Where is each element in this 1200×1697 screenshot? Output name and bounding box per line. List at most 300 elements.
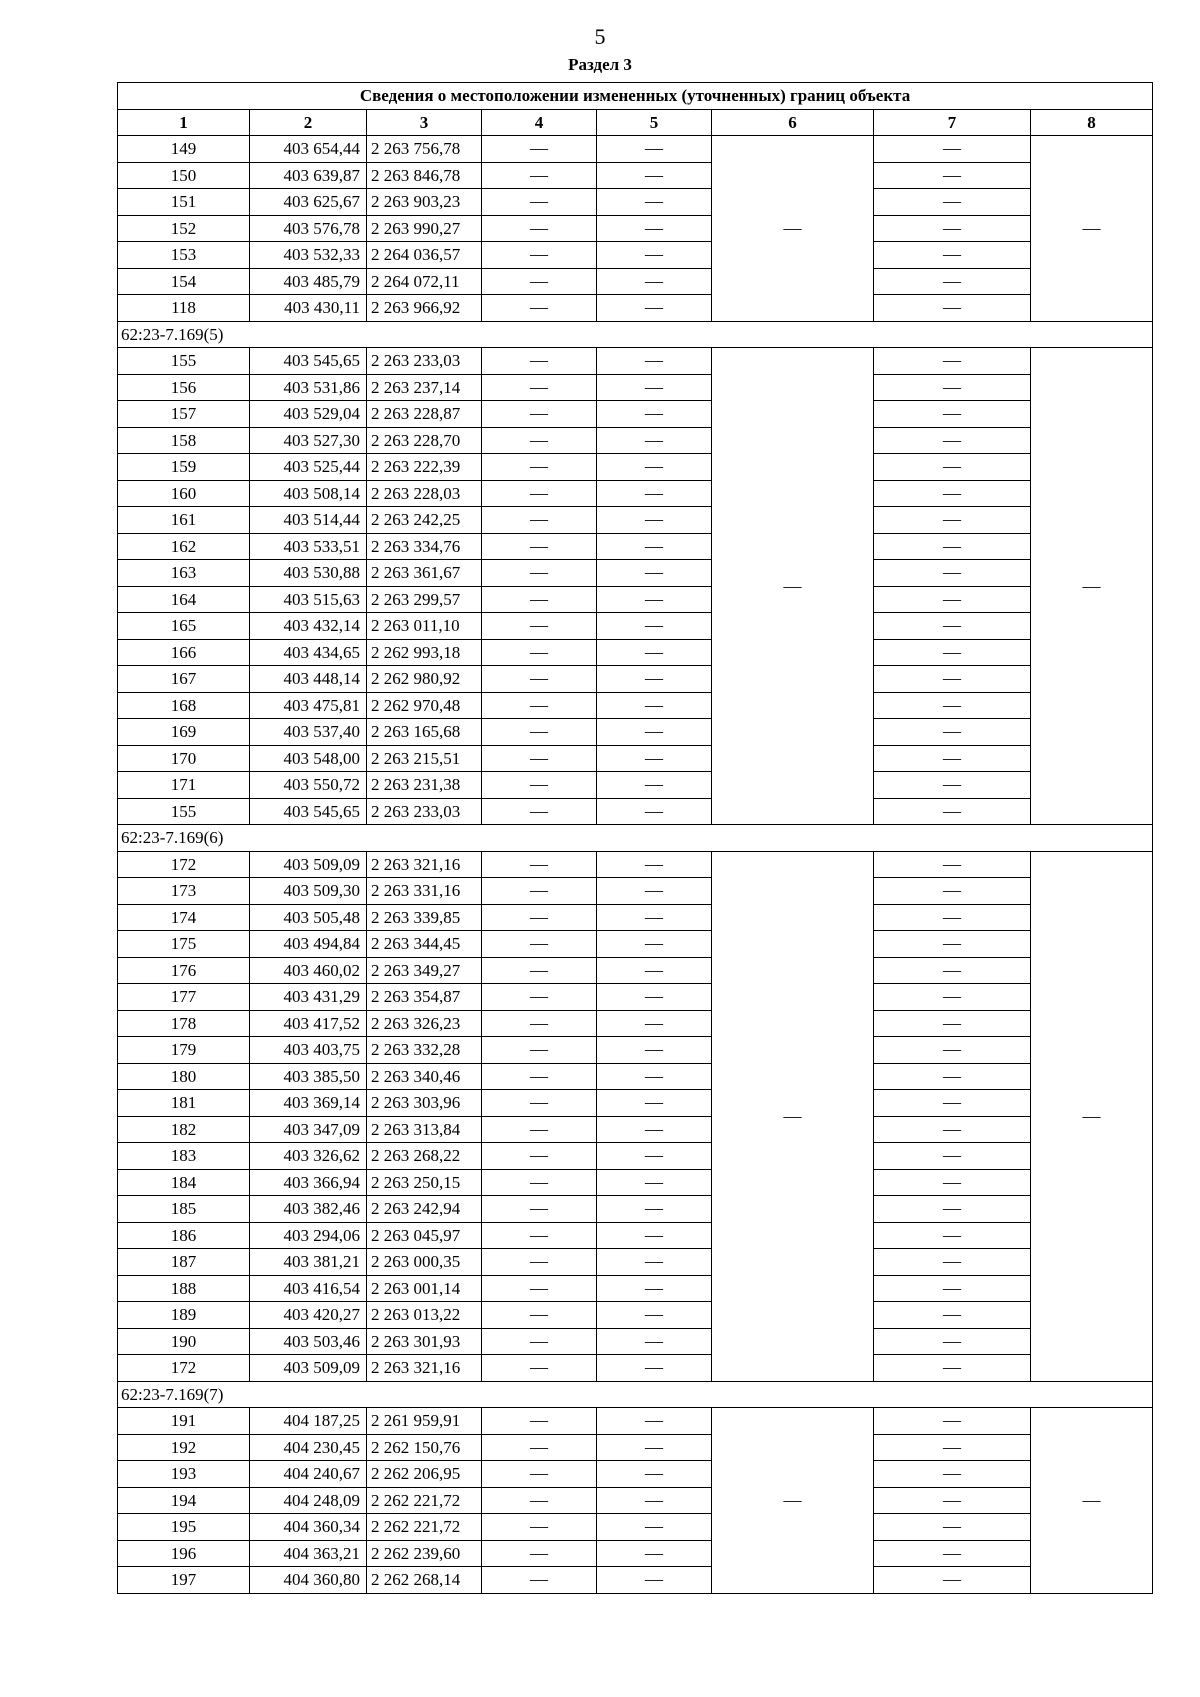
- y-coordinate-cell: 2 263 344,45: [367, 931, 482, 958]
- col5-dash-cell: —: [597, 666, 712, 693]
- table-row: [118, 798, 1153, 825]
- col4-dash-cell: —: [482, 454, 597, 481]
- x-coordinate-cell: 404 360,80: [250, 1567, 367, 1594]
- col7-dash-cell: —: [874, 533, 1031, 560]
- col7-dash-cell: —: [874, 1275, 1031, 1302]
- col7-dash-cell: —: [874, 1487, 1031, 1514]
- x-coordinate-cell: 403 403,75: [250, 1037, 367, 1064]
- table-row: [118, 1408, 1153, 1435]
- col4-dash-cell: —: [482, 1514, 597, 1541]
- table-row: [118, 1275, 1153, 1302]
- column-header-4: 4: [482, 109, 597, 136]
- column-header-8: 8: [1031, 109, 1153, 136]
- point-number-cell: 182: [118, 1116, 250, 1143]
- col5-dash-cell: —: [597, 1010, 712, 1037]
- col4-dash-cell: —: [482, 427, 597, 454]
- x-coordinate-cell: 403 537,40: [250, 719, 367, 746]
- col4-dash-cell: —: [482, 560, 597, 587]
- col5-dash-cell: —: [597, 1567, 712, 1594]
- col4-dash-cell: —: [482, 692, 597, 719]
- column-header-1: 1: [118, 109, 250, 136]
- y-coordinate-cell: 2 263 000,35: [367, 1249, 482, 1276]
- table-row: [118, 1196, 1153, 1223]
- point-number-cell: 183: [118, 1143, 250, 1170]
- col7-dash-cell: —: [874, 692, 1031, 719]
- point-number-cell: 159: [118, 454, 250, 481]
- table-row: [118, 904, 1153, 931]
- col4-dash-cell: —: [482, 984, 597, 1011]
- col5-dash-cell: —: [597, 268, 712, 295]
- col5-dash-cell: —: [597, 533, 712, 560]
- x-coordinate-cell: 404 187,25: [250, 1408, 367, 1435]
- col4-dash-cell: —: [482, 1461, 597, 1488]
- y-coordinate-cell: 2 263 334,76: [367, 533, 482, 560]
- y-coordinate-cell: 2 263 340,46: [367, 1063, 482, 1090]
- point-number-cell: 190: [118, 1328, 250, 1355]
- col4-dash-cell: —: [482, 957, 597, 984]
- x-coordinate-cell: 403 385,50: [250, 1063, 367, 1090]
- point-number-cell: 194: [118, 1487, 250, 1514]
- point-number-cell: 184: [118, 1169, 250, 1196]
- col5-dash-cell: —: [597, 1355, 712, 1382]
- col7-dash-cell: —: [874, 242, 1031, 269]
- col7-dash-cell: —: [874, 984, 1031, 1011]
- col4-dash-cell: —: [482, 480, 597, 507]
- table-row: [118, 295, 1153, 322]
- y-coordinate-cell: 2 263 331,16: [367, 878, 482, 905]
- col4-dash-cell: —: [482, 586, 597, 613]
- y-coordinate-cell: 2 263 846,78: [367, 162, 482, 189]
- x-coordinate-cell: 403 545,65: [250, 348, 367, 375]
- col5-dash-cell: —: [597, 348, 712, 375]
- col4-dash-cell: —: [482, 878, 597, 905]
- table-row: [118, 242, 1153, 269]
- point-number-cell: 149: [118, 136, 250, 163]
- col7-dash-cell: —: [874, 1090, 1031, 1117]
- y-coordinate-cell: 2 262 206,95: [367, 1461, 482, 1488]
- col7-dash-cell: —: [874, 427, 1031, 454]
- col4-dash-cell: —: [482, 1196, 597, 1223]
- x-coordinate-cell: 403 416,54: [250, 1275, 367, 1302]
- col5-dash-cell: —: [597, 692, 712, 719]
- point-number-cell: 157: [118, 401, 250, 428]
- y-coordinate-cell: 2 263 215,51: [367, 745, 482, 772]
- col8-dash-cell: —: [1031, 136, 1153, 322]
- col4-dash-cell: —: [482, 745, 597, 772]
- col4-dash-cell: —: [482, 904, 597, 931]
- table-row: [118, 215, 1153, 242]
- col7-dash-cell: —: [874, 454, 1031, 481]
- col7-dash-cell: —: [874, 613, 1031, 640]
- x-coordinate-cell: 403 527,30: [250, 427, 367, 454]
- col7-dash-cell: —: [874, 1169, 1031, 1196]
- col5-dash-cell: —: [597, 1090, 712, 1117]
- col7-dash-cell: —: [874, 586, 1031, 613]
- col7-dash-cell: —: [874, 1196, 1031, 1223]
- col7-dash-cell: —: [874, 1567, 1031, 1594]
- point-number-cell: 193: [118, 1461, 250, 1488]
- point-number-cell: 169: [118, 719, 250, 746]
- y-coordinate-cell: 2 263 228,03: [367, 480, 482, 507]
- x-coordinate-cell: 403 508,14: [250, 480, 367, 507]
- group-header-row: [118, 1381, 1153, 1408]
- column-header-6: 6: [712, 109, 874, 136]
- y-coordinate-cell: 2 264 036,57: [367, 242, 482, 269]
- col4-dash-cell: —: [482, 772, 597, 799]
- col6-dash-cell: —: [712, 348, 874, 825]
- table-row: [118, 1222, 1153, 1249]
- page-number: 5: [594, 24, 606, 49]
- table-row: [118, 957, 1153, 984]
- col4-dash-cell: —: [482, 1010, 597, 1037]
- y-coordinate-cell: 2 263 222,39: [367, 454, 482, 481]
- point-number-cell: 177: [118, 984, 250, 1011]
- col7-dash-cell: —: [874, 1434, 1031, 1461]
- x-coordinate-cell: 403 550,72: [250, 772, 367, 799]
- col4-dash-cell: —: [482, 242, 597, 269]
- point-number-cell: 192: [118, 1434, 250, 1461]
- col6-dash-cell: —: [712, 136, 874, 322]
- table-row: [118, 268, 1153, 295]
- y-coordinate-cell: 2 263 233,03: [367, 348, 482, 375]
- col4-dash-cell: —: [482, 798, 597, 825]
- point-number-cell: 181: [118, 1090, 250, 1117]
- col5-dash-cell: —: [597, 480, 712, 507]
- col5-dash-cell: —: [597, 931, 712, 958]
- col7-dash-cell: —: [874, 1355, 1031, 1382]
- x-coordinate-cell: 403 382,46: [250, 1196, 367, 1223]
- y-coordinate-cell: 2 261 959,91: [367, 1408, 482, 1435]
- y-coordinate-cell: 2 262 980,92: [367, 666, 482, 693]
- point-number-cell: 185: [118, 1196, 250, 1223]
- col7-dash-cell: —: [874, 878, 1031, 905]
- col5-dash-cell: —: [597, 1275, 712, 1302]
- x-coordinate-cell: 404 248,09: [250, 1487, 367, 1514]
- col5-dash-cell: —: [597, 1408, 712, 1435]
- y-coordinate-cell: 2 263 321,16: [367, 851, 482, 878]
- col4-dash-cell: —: [482, 1116, 597, 1143]
- y-coordinate-cell: 2 263 299,57: [367, 586, 482, 613]
- x-coordinate-cell: 403 432,14: [250, 613, 367, 640]
- point-number-cell: 180: [118, 1063, 250, 1090]
- table-row: [118, 507, 1153, 534]
- y-coordinate-cell: 2 262 239,60: [367, 1540, 482, 1567]
- point-number-cell: 179: [118, 1037, 250, 1064]
- x-coordinate-cell: 403 654,44: [250, 136, 367, 163]
- column-header-7: 7: [874, 109, 1031, 136]
- col4-dash-cell: —: [482, 1143, 597, 1170]
- table-row: [118, 851, 1153, 878]
- table-row: [118, 586, 1153, 613]
- point-number-cell: 166: [118, 639, 250, 666]
- x-coordinate-cell: 403 326,62: [250, 1143, 367, 1170]
- col5-dash-cell: —: [597, 189, 712, 216]
- y-coordinate-cell: 2 263 313,84: [367, 1116, 482, 1143]
- point-number-cell: 152: [118, 215, 250, 242]
- point-number-cell: 188: [118, 1275, 250, 1302]
- table-row: [118, 1355, 1153, 1382]
- col7-dash-cell: —: [874, 374, 1031, 401]
- x-coordinate-cell: 403 494,84: [250, 931, 367, 958]
- y-coordinate-cell: 2 263 001,14: [367, 1275, 482, 1302]
- table-row: [118, 189, 1153, 216]
- point-number-cell: 158: [118, 427, 250, 454]
- col7-dash-cell: —: [874, 295, 1031, 322]
- point-number-cell: 168: [118, 692, 250, 719]
- table-row: [118, 1249, 1153, 1276]
- col4-dash-cell: —: [482, 666, 597, 693]
- x-coordinate-cell: 403 485,79: [250, 268, 367, 295]
- col4-dash-cell: —: [482, 1063, 597, 1090]
- col7-dash-cell: —: [874, 745, 1031, 772]
- table-row: [118, 1540, 1153, 1567]
- col5-dash-cell: —: [597, 1037, 712, 1064]
- point-number-cell: 189: [118, 1302, 250, 1329]
- group-header-row: [118, 321, 1153, 348]
- col5-dash-cell: —: [597, 745, 712, 772]
- y-coordinate-cell: 2 263 349,27: [367, 957, 482, 984]
- col8-dash-cell: —: [1031, 1408, 1153, 1594]
- col7-dash-cell: —: [874, 798, 1031, 825]
- col7-dash-cell: —: [874, 1010, 1031, 1037]
- point-number-cell: 155: [118, 348, 250, 375]
- col7-dash-cell: —: [874, 772, 1031, 799]
- y-coordinate-cell: 2 263 228,87: [367, 401, 482, 428]
- point-number-cell: 176: [118, 957, 250, 984]
- col5-dash-cell: —: [597, 1461, 712, 1488]
- point-number-cell: 172: [118, 1355, 250, 1382]
- col7-dash-cell: —: [874, 957, 1031, 984]
- col4-dash-cell: —: [482, 215, 597, 242]
- x-coordinate-cell: 403 509,30: [250, 878, 367, 905]
- table-row: [118, 931, 1153, 958]
- col4-dash-cell: —: [482, 295, 597, 322]
- table-row: [118, 533, 1153, 560]
- x-coordinate-cell: 403 366,94: [250, 1169, 367, 1196]
- table-row: [118, 1434, 1153, 1461]
- x-coordinate-cell: 403 533,51: [250, 533, 367, 560]
- point-number-cell: 154: [118, 268, 250, 295]
- y-coordinate-cell: 2 262 993,18: [367, 639, 482, 666]
- col5-dash-cell: —: [597, 878, 712, 905]
- x-coordinate-cell: 404 363,21: [250, 1540, 367, 1567]
- table-row: [118, 719, 1153, 746]
- col4-dash-cell: —: [482, 1434, 597, 1461]
- table-row: [118, 745, 1153, 772]
- table-row: [118, 984, 1153, 1011]
- y-coordinate-cell: 2 262 221,72: [367, 1487, 482, 1514]
- col5-dash-cell: —: [597, 295, 712, 322]
- col5-dash-cell: —: [597, 454, 712, 481]
- table-row: [118, 1143, 1153, 1170]
- col7-dash-cell: —: [874, 1116, 1031, 1143]
- table-row: [118, 374, 1153, 401]
- col7-dash-cell: —: [874, 507, 1031, 534]
- x-coordinate-cell: 403 448,14: [250, 666, 367, 693]
- col5-dash-cell: —: [597, 215, 712, 242]
- col7-dash-cell: —: [874, 931, 1031, 958]
- col7-dash-cell: —: [874, 666, 1031, 693]
- point-number-cell: 156: [118, 374, 250, 401]
- point-number-cell: 155: [118, 798, 250, 825]
- x-coordinate-cell: 403 530,88: [250, 560, 367, 587]
- col5-dash-cell: —: [597, 1143, 712, 1170]
- table-row: [118, 427, 1153, 454]
- group-label: 62:23-7.169(7): [118, 1381, 1153, 1408]
- y-coordinate-cell: 2 263 045,97: [367, 1222, 482, 1249]
- x-coordinate-cell: 403 514,44: [250, 507, 367, 534]
- col4-dash-cell: —: [482, 1487, 597, 1514]
- table-row: [118, 162, 1153, 189]
- y-coordinate-cell: 2 262 221,72: [367, 1514, 482, 1541]
- col5-dash-cell: —: [597, 639, 712, 666]
- col7-dash-cell: —: [874, 1302, 1031, 1329]
- x-coordinate-cell: 403 548,00: [250, 745, 367, 772]
- table-row: [118, 1169, 1153, 1196]
- table-row: [118, 639, 1153, 666]
- group-label: 62:23-7.169(5): [118, 321, 1153, 348]
- col4-dash-cell: —: [482, 401, 597, 428]
- table-row: [118, 692, 1153, 719]
- col7-dash-cell: —: [874, 560, 1031, 587]
- point-number-cell: 171: [118, 772, 250, 799]
- point-number-cell: 164: [118, 586, 250, 613]
- column-header-2: 2: [250, 109, 367, 136]
- x-coordinate-cell: 403 515,63: [250, 586, 367, 613]
- y-coordinate-cell: 2 263 268,22: [367, 1143, 482, 1170]
- col5-dash-cell: —: [597, 401, 712, 428]
- table-row: [118, 1302, 1153, 1329]
- x-coordinate-cell: 403 576,78: [250, 215, 367, 242]
- y-coordinate-cell: 2 263 013,22: [367, 1302, 482, 1329]
- col7-dash-cell: —: [874, 480, 1031, 507]
- col7-dash-cell: —: [874, 1328, 1031, 1355]
- x-coordinate-cell: 403 434,65: [250, 639, 367, 666]
- y-coordinate-cell: 2 262 970,48: [367, 692, 482, 719]
- col5-dash-cell: —: [597, 1222, 712, 1249]
- y-coordinate-cell: 2 263 903,23: [367, 189, 482, 216]
- x-coordinate-cell: 403 525,44: [250, 454, 367, 481]
- col5-dash-cell: —: [597, 984, 712, 1011]
- col7-dash-cell: —: [874, 162, 1031, 189]
- col5-dash-cell: —: [597, 1169, 712, 1196]
- column-header-row: [118, 109, 1153, 136]
- col7-dash-cell: —: [874, 215, 1031, 242]
- x-coordinate-cell: 403 294,06: [250, 1222, 367, 1249]
- col5-dash-cell: —: [597, 613, 712, 640]
- col5-dash-cell: —: [597, 242, 712, 269]
- col5-dash-cell: —: [597, 427, 712, 454]
- table-row: [118, 1010, 1153, 1037]
- table-row: [118, 1514, 1153, 1541]
- col5-dash-cell: —: [597, 1434, 712, 1461]
- table-row: [118, 1037, 1153, 1064]
- point-number-cell: 163: [118, 560, 250, 587]
- point-number-cell: 150: [118, 162, 250, 189]
- col4-dash-cell: —: [482, 719, 597, 746]
- col4-dash-cell: —: [482, 1037, 597, 1064]
- point-number-cell: 165: [118, 613, 250, 640]
- table-row: [118, 1328, 1153, 1355]
- point-number-cell: 153: [118, 242, 250, 269]
- y-coordinate-cell: 2 263 756,78: [367, 136, 482, 163]
- point-number-cell: 170: [118, 745, 250, 772]
- x-coordinate-cell: 403 420,27: [250, 1302, 367, 1329]
- x-coordinate-cell: 404 240,67: [250, 1461, 367, 1488]
- col5-dash-cell: —: [597, 560, 712, 587]
- x-coordinate-cell: 404 360,34: [250, 1514, 367, 1541]
- table-row: [118, 1116, 1153, 1143]
- column-header-5: 5: [597, 109, 712, 136]
- col5-dash-cell: —: [597, 1540, 712, 1567]
- x-coordinate-cell: 403 639,87: [250, 162, 367, 189]
- x-coordinate-cell: 403 545,65: [250, 798, 367, 825]
- point-number-cell: 175: [118, 931, 250, 958]
- x-coordinate-cell: 403 381,21: [250, 1249, 367, 1276]
- y-coordinate-cell: 2 262 268,14: [367, 1567, 482, 1594]
- table-row: [118, 560, 1153, 587]
- point-number-cell: 196: [118, 1540, 250, 1567]
- col5-dash-cell: —: [597, 374, 712, 401]
- table-row: [118, 401, 1153, 428]
- col7-dash-cell: —: [874, 268, 1031, 295]
- col7-dash-cell: —: [874, 1222, 1031, 1249]
- col8-dash-cell: —: [1031, 348, 1153, 825]
- col5-dash-cell: —: [597, 957, 712, 984]
- section-title: Раздел 3: [568, 55, 632, 74]
- col5-dash-cell: —: [597, 719, 712, 746]
- col4-dash-cell: —: [482, 533, 597, 560]
- table-row: [118, 666, 1153, 693]
- x-coordinate-cell: 403 475,81: [250, 692, 367, 719]
- col4-dash-cell: —: [482, 348, 597, 375]
- point-number-cell: 174: [118, 904, 250, 931]
- col4-dash-cell: —: [482, 1275, 597, 1302]
- col8-dash-cell: —: [1031, 851, 1153, 1381]
- col4-dash-cell: —: [482, 851, 597, 878]
- col5-dash-cell: —: [597, 1116, 712, 1143]
- col5-dash-cell: —: [597, 1249, 712, 1276]
- table-row: [118, 1487, 1153, 1514]
- table-row: [118, 480, 1153, 507]
- x-coordinate-cell: 403 347,09: [250, 1116, 367, 1143]
- x-coordinate-cell: 403 532,33: [250, 242, 367, 269]
- col5-dash-cell: —: [597, 136, 712, 163]
- y-coordinate-cell: 2 263 228,70: [367, 427, 482, 454]
- col5-dash-cell: —: [597, 162, 712, 189]
- y-coordinate-cell: 2 263 966,92: [367, 295, 482, 322]
- y-coordinate-cell: 2 263 242,94: [367, 1196, 482, 1223]
- column-header-3: 3: [367, 109, 482, 136]
- point-number-cell: 197: [118, 1567, 250, 1594]
- col7-dash-cell: —: [874, 136, 1031, 163]
- col7-dash-cell: —: [874, 904, 1031, 931]
- col4-dash-cell: —: [482, 613, 597, 640]
- col4-dash-cell: —: [482, 1540, 597, 1567]
- coordinates-table: [117, 82, 1153, 1594]
- col5-dash-cell: —: [597, 1302, 712, 1329]
- y-coordinate-cell: 2 263 242,25: [367, 507, 482, 534]
- col7-dash-cell: —: [874, 1514, 1031, 1541]
- x-coordinate-cell: 403 531,86: [250, 374, 367, 401]
- col4-dash-cell: —: [482, 136, 597, 163]
- point-number-cell: 162: [118, 533, 250, 560]
- y-coordinate-cell: 2 263 165,68: [367, 719, 482, 746]
- y-coordinate-cell: 2 263 237,14: [367, 374, 482, 401]
- x-coordinate-cell: 403 460,02: [250, 957, 367, 984]
- x-coordinate-cell: 403 509,09: [250, 851, 367, 878]
- point-number-cell: 187: [118, 1249, 250, 1276]
